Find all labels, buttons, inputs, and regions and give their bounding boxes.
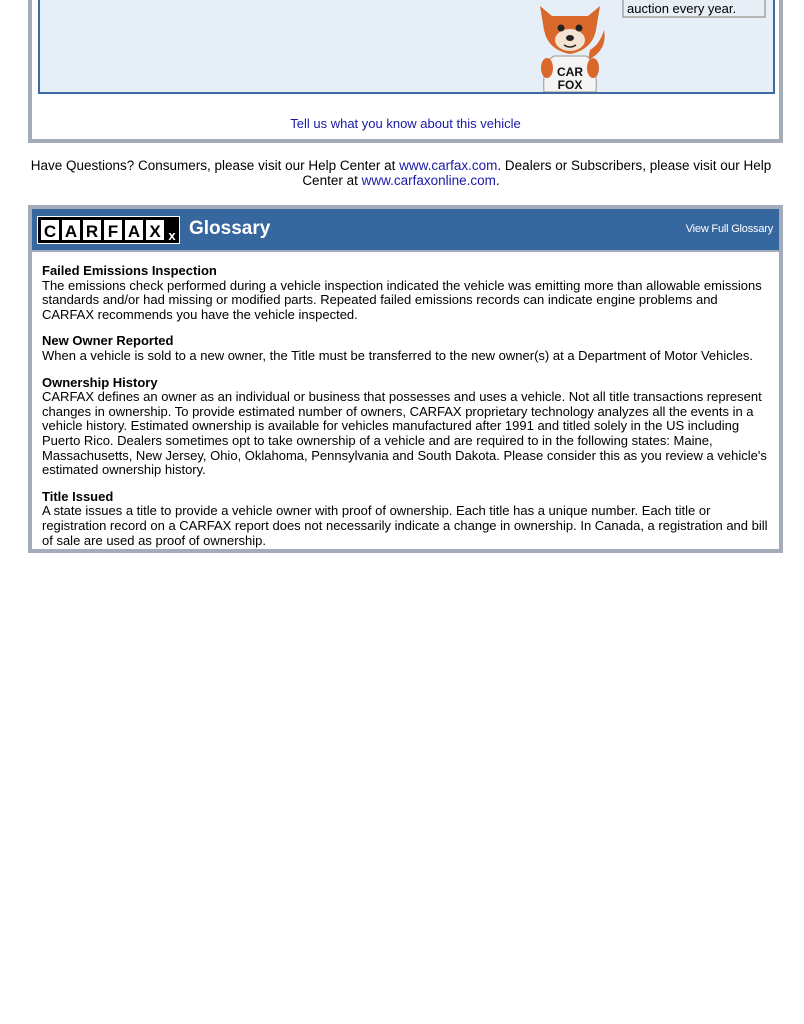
tip-box <box>622 0 766 18</box>
tip-text: auction every year. <box>627 1 737 16</box>
svg-text:A: A <box>127 222 141 241</box>
report-info-panel <box>38 0 775 94</box>
view-full-glossary-link[interactable]: View Full Glossary <box>685 223 773 235</box>
tell-us-link[interactable]: Tell us what you know about this vehicle <box>290 116 521 131</box>
glossary-term: Title Issued <box>42 488 114 504</box>
report-box <box>28 0 783 143</box>
glossary-header <box>32 209 779 252</box>
glossary-entry <box>42 264 772 322</box>
glossary-entries <box>42 264 772 560</box>
glossary-definition: CARFAX defines an owner as an individual or business that possesses and uses a vehicle. Not all title transactions represent changes in ownership. To provide estimated number of owners, CARFAX proprietary technology analyzes all the events in a vehicle history. Estimated ownership is available for vehicles manufactured after 1991 and titled solely in the US including Puerto Rico. Dealers sometimes opt to take ownership of a vehicle and are required to in the following states: Maine, Massachusetts, New Jersey, Ohio, Oklahoma, Pennsylvania and South Dakota. Please consider this as you review a vehicle's estimated ownership history. <box>42 389 767 478</box>
svg-text:C: C <box>43 222 57 241</box>
glossary-definition: When a vehicle is sold to a new owner, the Title must be transferred to the new owner(s) at a Department of Motor Vehicles. <box>42 347 754 363</box>
glossary-definition: The emissions check performed during a vehicle inspection indicated the vehicle was emitting more than allowable emissions standards and/or had missing or modified parts. Repeated failed emissions records can indicate engine problems and CARFAX recommends you have the vehicle inspected. <box>42 277 762 322</box>
carfax-logo <box>37 216 180 244</box>
glossary-term: Ownership History <box>42 374 158 390</box>
help-text-2: . Dealers or Subscribers, please visit our Help Center at <box>302 158 772 188</box>
glossary-term: Failed Emissions Inspection <box>42 263 217 278</box>
carfax-link[interactable]: www.carfax.com <box>399 158 498 173</box>
carfox-mascot-icon <box>530 0 610 92</box>
glossary-entry <box>42 376 772 478</box>
svg-text:x: x <box>168 228 176 243</box>
glossary-entry <box>42 490 772 548</box>
tell-us-row <box>32 116 779 131</box>
glossary-title: Glossary <box>189 218 271 239</box>
glossary-term: New Owner Reported <box>42 333 174 349</box>
carfaxonline-link[interactable]: www.carfaxonline.com <box>361 173 496 188</box>
help-text-3: . <box>495 173 500 188</box>
fox-shirt-line1: CAR <box>557 65 583 79</box>
svg-text:F: F <box>107 222 119 241</box>
glossary-definition: A state issues a title to provide a vehicle owner with proof of ownership. Each title has a unique number. Each title or registration record on a CARFAX report does not necessarily indicate a change in ownership. In Canada, a registration and bill of sale are used as proof of ownership. <box>42 503 768 548</box>
carfax-logo-icon <box>38 217 179 243</box>
svg-text:X: X <box>149 222 161 241</box>
help-text-1: Have Questions? Consumers, please visit our Help Center at <box>30 158 400 173</box>
help-center-text <box>28 158 774 188</box>
glossary-entry <box>42 334 772 363</box>
fox-shirt-line2: FOX <box>557 78 583 92</box>
glossary-section <box>28 205 783 553</box>
svg-text:A: A <box>64 222 78 241</box>
svg-text:R: R <box>85 222 99 241</box>
